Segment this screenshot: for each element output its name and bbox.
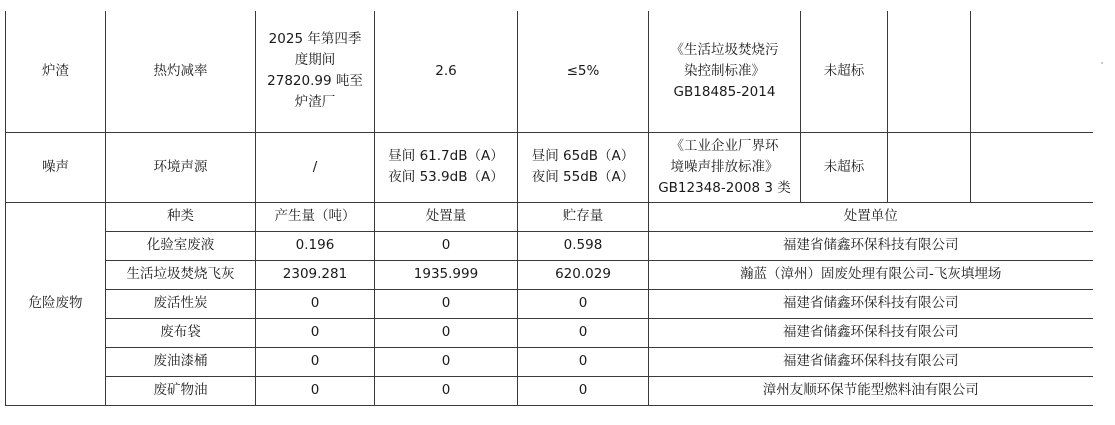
generated-cell: 0 xyxy=(256,289,375,318)
header-disposed: 处置量 xyxy=(375,202,518,231)
measured-value-cell: 2.6 xyxy=(375,11,518,132)
waste-type-cell: 废布袋 xyxy=(106,318,256,347)
table-row xyxy=(6,289,1093,318)
stored-cell: 0 xyxy=(518,318,649,347)
blank-cell xyxy=(971,11,1093,132)
generated-cell: 0 xyxy=(256,347,375,376)
stored-cell: 0 xyxy=(518,347,649,376)
limit-cell xyxy=(518,132,649,202)
pollutant-table xyxy=(5,11,1093,406)
amount-note-cell: / xyxy=(256,132,375,202)
disposal-unit-cell: 福建省储鑫环保科技有限公司 xyxy=(649,347,1093,376)
stored-cell: 0 xyxy=(518,376,649,405)
waste-type-cell: 废油漆桶 xyxy=(106,347,256,376)
category-cell: 噪声 xyxy=(6,132,106,202)
disposal-unit-cell: 瀚蓝（漳州）固废处理有限公司-飞灰填埋场 xyxy=(649,260,1093,289)
waste-type-cell: 废活性炭 xyxy=(106,289,256,318)
table-row-noise xyxy=(6,132,1093,202)
stored-cell: 0 xyxy=(518,289,649,318)
header-stored: 贮存量 xyxy=(518,202,649,231)
header-generated: 产生量（吨） xyxy=(256,202,375,231)
table-row xyxy=(6,347,1093,376)
amount-note-cell: 2025 年第四季 度期间 27820.99 吨至 炉渣厂 xyxy=(256,11,375,132)
disposal-unit-cell: 福建省储鑫环保科技有限公司 xyxy=(649,231,1093,260)
standard-cell: 《生活垃圾焚烧污 染控制标准》 GB18485-2014 xyxy=(649,11,801,132)
disposed-cell: 0 xyxy=(375,289,518,318)
limit-text: 昼间 65dB（A） 夜间 55dB（A） xyxy=(531,148,635,185)
disposed-cell: 1935.999 xyxy=(375,260,518,289)
hazardous-header-row xyxy=(6,202,1093,231)
generated-cell: 0 xyxy=(256,376,375,405)
disposed-cell: 0 xyxy=(375,318,518,347)
table-row xyxy=(6,376,1093,405)
item-cell: 环境声源 xyxy=(106,132,256,202)
disposed-cell: 0 xyxy=(375,231,518,260)
result-cell: 未超标 xyxy=(801,132,888,202)
disposal-unit-cell: 漳州友顺环保节能型燃料油有限公司 xyxy=(649,376,1093,405)
table-row-slag xyxy=(6,11,1093,132)
category-cell: 炉渣 xyxy=(6,11,106,132)
hazardous-category-cell: 危险废物 xyxy=(6,202,106,405)
blank-cell xyxy=(971,132,1093,202)
table-row xyxy=(6,318,1093,347)
waste-type-cell: 化验室废液 xyxy=(106,231,256,260)
blank-cell xyxy=(888,132,971,202)
blank-cell xyxy=(888,11,971,132)
stored-cell: 0.598 xyxy=(518,231,649,260)
disposal-unit-cell: 福建省储鑫环保科技有限公司 xyxy=(649,318,1093,347)
waste-type-cell: 生活垃圾焚烧飞灰 xyxy=(106,260,256,289)
disposal-unit-cell: 福建省储鑫环保科技有限公司 xyxy=(649,289,1093,318)
waste-type-cell: 废矿物油 xyxy=(106,376,256,405)
generated-cell: 2309.281 xyxy=(256,260,375,289)
limit-cell: ≤5% xyxy=(518,11,649,132)
measured-value-text: 昼间 61.7dB（A） 夜间 53.9dB（A） xyxy=(388,148,504,185)
table-row xyxy=(6,231,1093,260)
scan-speck xyxy=(1101,62,1103,64)
header-unit: 处置单位 xyxy=(649,202,1093,231)
generated-cell: 0.196 xyxy=(256,231,375,260)
stored-cell: 620.029 xyxy=(518,260,649,289)
measured-value-cell xyxy=(375,132,518,202)
disposed-cell: 0 xyxy=(375,376,518,405)
header-type: 种类 xyxy=(106,202,256,231)
result-cell: 未超标 xyxy=(801,11,888,132)
item-cell: 热灼减率 xyxy=(106,11,256,132)
generated-cell: 0 xyxy=(256,318,375,347)
disposed-cell: 0 xyxy=(375,347,518,376)
standard-cell: 《工业企业厂界环 境噪声排放标准》 GB12348-2008 3 类 xyxy=(649,132,801,202)
table-row xyxy=(6,260,1093,289)
